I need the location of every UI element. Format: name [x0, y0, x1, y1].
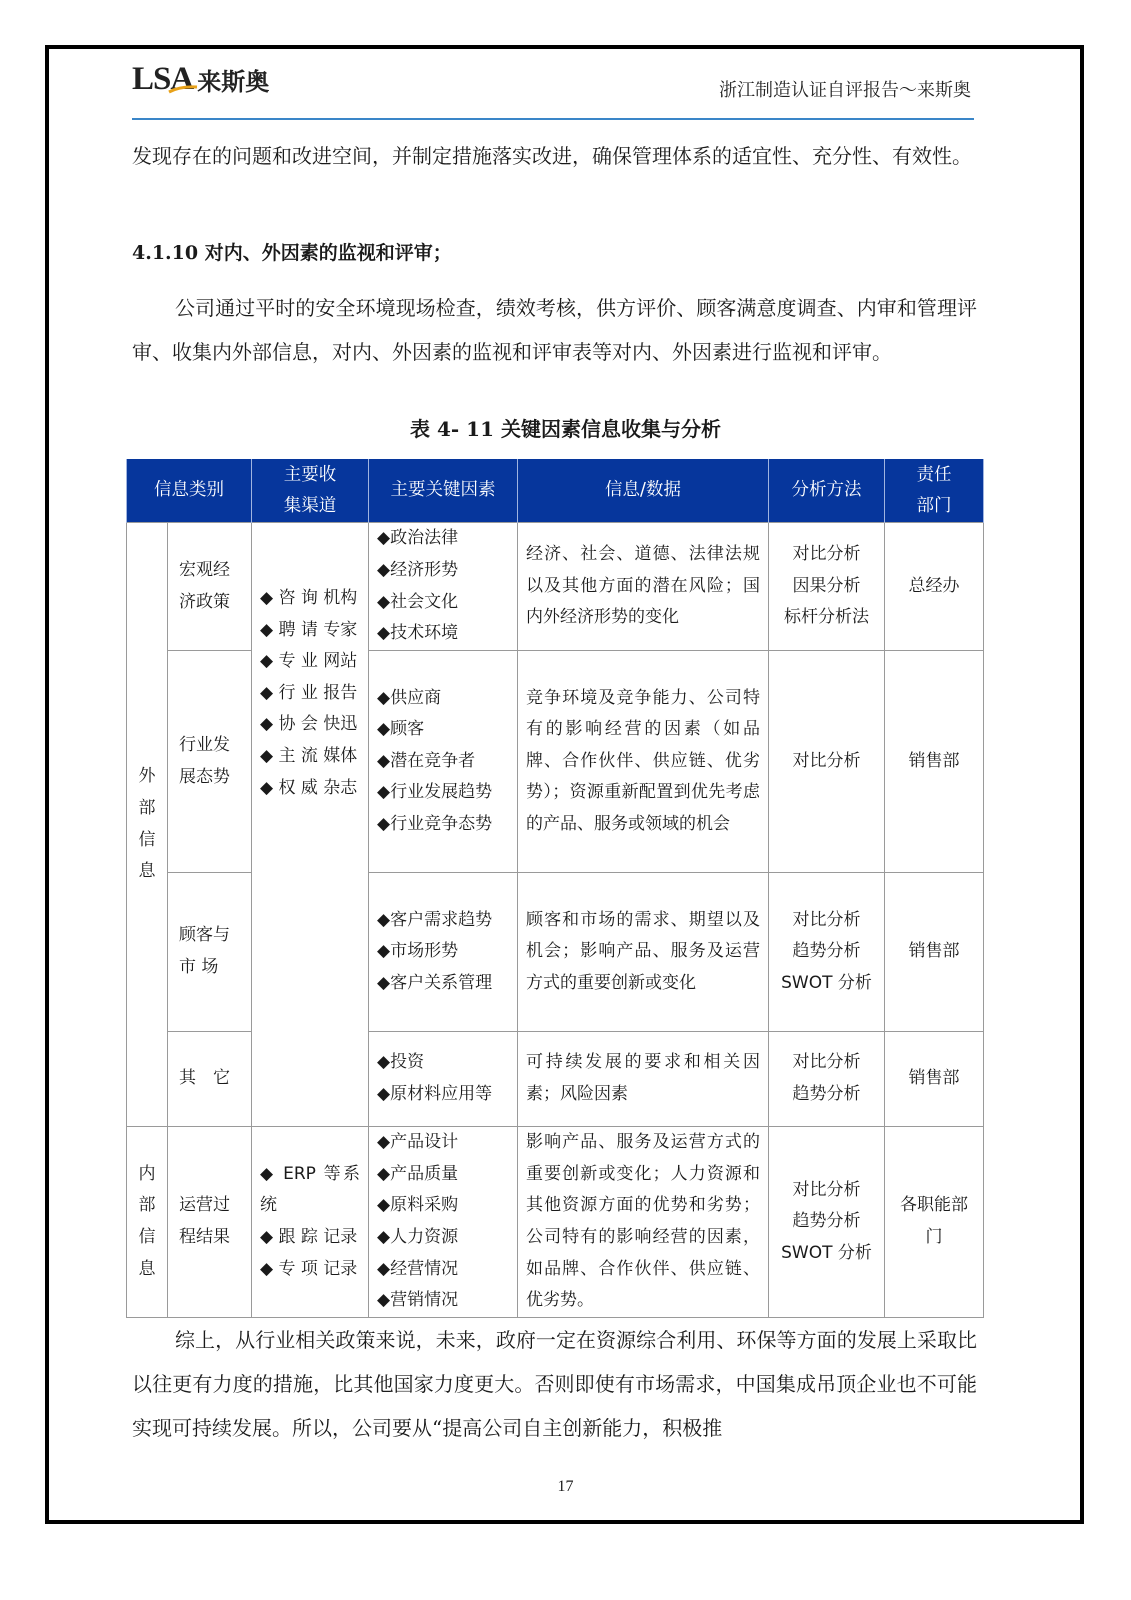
- list-item: ◆社会文化: [377, 591, 459, 612]
- group-external: [127, 523, 168, 1127]
- group-char: 信: [138, 829, 156, 850]
- list-item: ◆原材料应用等: [377, 1084, 493, 1104]
- list-item: ◆人力资源: [377, 1227, 459, 1247]
- group-char: 部: [138, 1195, 156, 1216]
- list-item: ◆原料采购: [377, 1195, 459, 1216]
- methods-list: [777, 539, 876, 634]
- factors-cell: [369, 651, 518, 873]
- list-item: ◆技术环境: [377, 623, 459, 644]
- group-char: 外: [138, 766, 156, 787]
- group-char: 息: [138, 1258, 156, 1279]
- logo-latin-text: LSA: [132, 60, 194, 97]
- factors-cell: [369, 873, 518, 1032]
- document-title: 浙江制造认证自评报告～来斯奥: [719, 80, 971, 101]
- list-item: 对比分析: [792, 544, 861, 565]
- factors-cell: [369, 1032, 518, 1127]
- info-text: 经济、社会、道德、法律法规以及其他方面的潜在风险；国内外经济形势的变化: [526, 544, 760, 628]
- list-item: ◆ 咨 询 机构: [260, 588, 358, 608]
- list-item: ◆ 专 业 网站: [260, 651, 358, 672]
- subcategory-cell: [168, 523, 252, 651]
- channels-list: [260, 583, 360, 804]
- factors-list: [377, 1047, 509, 1110]
- group-char: 息: [138, 861, 156, 882]
- department-label: 销售部: [908, 1068, 960, 1089]
- channels-list: [260, 1159, 360, 1285]
- list-item: ◆营销情况: [377, 1290, 459, 1311]
- subcategory-cell: [168, 1127, 252, 1318]
- department-cell: [885, 873, 984, 1032]
- subcategory-cell: [168, 651, 252, 873]
- list-item: ◆ 跟 踪 记录: [260, 1227, 358, 1247]
- factors-cell: [369, 1127, 518, 1318]
- list-item: 对比分析: [792, 909, 861, 930]
- list-item: SWOT 分析: [781, 1242, 872, 1263]
- info-text: 顾客和市场的需求、期望以及机会；影响产品、服务及运营方式的重要创新或变化: [526, 909, 760, 993]
- list-item: ◆政治法律: [377, 528, 459, 549]
- list-item: 对比分析: [792, 1179, 861, 1200]
- list-item: ◆供应商: [377, 687, 442, 708]
- info-cell: [518, 1127, 769, 1318]
- info-text: 竞争环境及竞争能力、公司特有的影响经营的因素（如品牌、合作伙伴、供应链、优劣势）；资源重新配置到优先考虑的产品、服务或领域的机会: [526, 687, 760, 834]
- list-item: ◆ 专 项 记录: [260, 1258, 358, 1279]
- list-item: ◆投资: [377, 1052, 425, 1073]
- list-item: ◆市场形势: [377, 941, 459, 962]
- list-item: ◆产品质量: [377, 1163, 459, 1184]
- department-label: 总经办: [908, 575, 960, 596]
- paragraph-monitoring: 公司通过平时的安全环境现场检查，绩效考核，供方评价、顾客满意度调查、内审和管理评审、收集内外部信息，对内、外因素的监视和评审表等对内、外因素进行监视和评审。: [132, 296, 977, 364]
- vertical-group-label: [135, 761, 159, 887]
- list-item: ◆ ERP 等系统: [260, 1163, 360, 1216]
- table-row: [127, 523, 984, 651]
- list-item: ◆经济形势: [377, 559, 459, 580]
- header-channels: 主要收集渠道: [252, 459, 369, 523]
- subcategory-cell: [168, 873, 252, 1032]
- subcategory-label: 宏观经济政策: [179, 559, 230, 612]
- table-row: [127, 1127, 984, 1318]
- group-char: 部: [138, 797, 156, 818]
- vertical-group-label: [135, 1159, 159, 1285]
- list-item: ◆ 行 业 报告: [260, 682, 358, 703]
- department-cell: [885, 523, 984, 651]
- list-item: ◆经营情况: [377, 1258, 459, 1279]
- header-analysis-method: 分析方法: [769, 459, 885, 523]
- logo-swoosh-icon: [168, 84, 198, 94]
- header-department: 责任部门: [885, 459, 984, 523]
- list-item: 对比分析: [792, 750, 861, 771]
- table-caption: 表 4- 11 关键因素信息收集与分析: [410, 417, 721, 441]
- info-cell: [518, 873, 769, 1032]
- subcategory-label: 顾客与市 场: [179, 925, 230, 977]
- methods-list: [777, 746, 876, 778]
- department-label: 各职能部门: [900, 1195, 968, 1247]
- company-logo: [132, 62, 269, 96]
- list-item: SWOT 分析: [781, 972, 872, 993]
- list-item: 因果分析: [792, 575, 861, 596]
- subcategory-label: 其 它: [179, 1068, 230, 1089]
- list-item: ◆ 主 流 媒体: [260, 745, 358, 766]
- list-item: ◆客户需求趋势: [377, 909, 493, 930]
- section-heading: 4.1.10 对内、外因素的监视和评审；: [132, 242, 452, 264]
- key-factors-table: [126, 459, 984, 1318]
- list-item: 对比分析: [792, 1052, 861, 1073]
- factors-list: [377, 683, 509, 841]
- group-internal: [127, 1127, 168, 1318]
- subcategory-label: 运营过程结果: [179, 1195, 230, 1247]
- list-item: 趋势分析: [792, 1211, 861, 1232]
- methods-list: [777, 905, 876, 1000]
- logo-chinese-text: 来斯奥: [197, 67, 270, 96]
- page-number: 17: [557, 1478, 574, 1495]
- department-label: 销售部: [908, 750, 960, 771]
- method-cell: [769, 651, 885, 873]
- list-item: ◆顾客: [377, 719, 425, 740]
- table-header-row: [127, 459, 984, 523]
- list-item: ◆ 协 会 快迅: [260, 714, 358, 735]
- method-cell: [769, 1032, 885, 1127]
- list-item: ◆产品设计: [377, 1132, 459, 1153]
- paragraph-continuation: 发现存在的问题和改进空间，并制定措施落实改进，确保管理体系的适宜性、充分性、有效性。: [132, 144, 972, 168]
- list-item: ◆ 聘 请 专家: [260, 619, 358, 640]
- list-item: ◆潜在竞争者: [377, 750, 476, 771]
- list-item: ◆行业竞争态势: [377, 813, 493, 834]
- header-key-factors: 主要关键因素: [369, 459, 518, 523]
- factors-list: [377, 523, 509, 649]
- info-cell: [518, 1032, 769, 1127]
- department-cell: [885, 1032, 984, 1127]
- info-text: 影响产品、服务及运营方式的重要创新或变化；人力资源和其他资源方面的优势和劣势；公司特有的影响经营的因素，如品牌、合作伙伴、供应链、优劣势。: [526, 1132, 760, 1311]
- group-char: 内: [138, 1163, 156, 1184]
- header-divider: [132, 118, 974, 120]
- list-item: ◆ 权 威 杂志: [260, 777, 358, 798]
- info-text: 可持续发展的要求和相关因素；风险因素: [526, 1052, 760, 1104]
- methods-list: [777, 1047, 876, 1110]
- channels-cell: [252, 523, 369, 1127]
- method-cell: [769, 1127, 885, 1318]
- paragraph-summary: 综上，从行业相关政策来说，未来，政府一定在资源综合利用、环保等方面的发展上采取比以往更有力度的措施，比其他国家力度更大。否则即使有市场需求，中国集成吊顶企业也不可能实现可持续发展。所以，公司要从“提高公司自主创新能力，积极推: [132, 1328, 977, 1440]
- factors-list: [377, 905, 509, 1000]
- channels-cell: [252, 1127, 369, 1318]
- info-cell: [518, 651, 769, 873]
- subcategory-cell: [168, 1032, 252, 1127]
- header-info-category: 信息类别: [127, 459, 252, 523]
- department-cell: [885, 1127, 984, 1318]
- list-item: 趋势分析: [792, 1084, 861, 1104]
- method-cell: [769, 523, 885, 651]
- info-cell: [518, 523, 769, 651]
- list-item: 标杆分析法: [784, 607, 869, 628]
- group-char: 信: [138, 1227, 156, 1247]
- subcategory-label: 行业发展态势: [179, 734, 230, 787]
- department-cell: [885, 651, 984, 873]
- list-item: 趋势分析: [792, 941, 861, 962]
- list-item: ◆客户关系管理: [377, 972, 493, 993]
- list-item: ◆行业发展趋势: [377, 782, 493, 803]
- department-label: 销售部: [908, 941, 960, 962]
- factors-cell: [369, 523, 518, 651]
- methods-list: [777, 1175, 876, 1270]
- header-info-data: 信息/数据: [518, 459, 769, 523]
- method-cell: [769, 873, 885, 1032]
- factors-list: [377, 1127, 509, 1317]
